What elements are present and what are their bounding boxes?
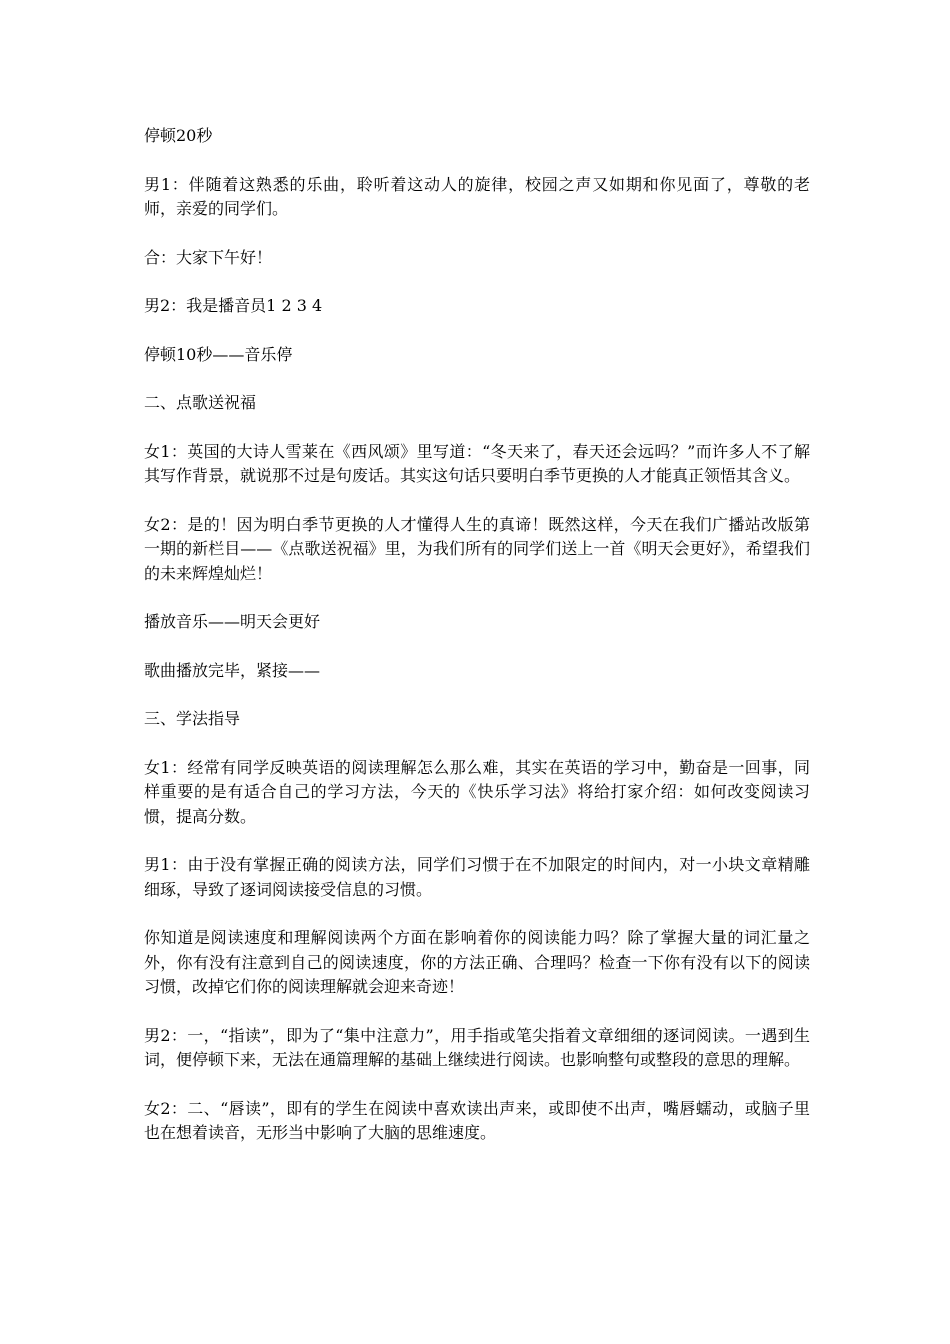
paragraph-female2-song: 女2：是的！因为明白季节更换的人才懂得人生的真谛！既然这样，今天在我们广播站改版第一期的新栏目——《点歌送祝福》里，为我们所有的同学们送上一首《明天会更好》，希望我们的未来辉煌灿烂！ xyxy=(144,514,810,583)
section-heading-song-request: 二、点歌送祝福 xyxy=(144,393,257,412)
paragraph-female1-reading: 女1：经常有同学反映英语的阅读理解怎么那么难，其实在英语的学习中，勤奋是一回事，同样重要的是有适合自己的学习方法，今天的《快乐学习法》将给打家介绍：如何改变阅读习惯，提高分数。 xyxy=(144,757,810,826)
document-body xyxy=(144,124,810,1170)
paragraph-male1-reading-habit: 男1：由于没有掌握正确的阅读方法，同学们习惯于在不加限定的时间内，对一小块文章精雕细琢，导致了逐词阅读接受信息的习惯。 xyxy=(144,855,810,899)
paragraph-pause-20s: 停顿20秒 xyxy=(144,126,213,145)
paragraph-male2-announcer: 男2：我是播音员1 2 3 4 xyxy=(144,296,323,315)
paragraph-male1-greeting: 男1：伴随着这熟悉的乐曲，聆听着这动人的旋律，校园之声又如期和你见面了，尊敬的老师，亲爱的同学们。 xyxy=(144,174,810,218)
paragraph-female2-lip-reading: 女2：二、“唇读”，即有的学生在阅读中喜欢读出声来，或即使不出声，嘴唇蠕动，或脑子里也在想着读音，无形当中影响了大脑的思维速度。 xyxy=(144,1098,810,1142)
paragraph-female1-shelley: 女1：英国的大诗人雪莱在《西风颂》里写道：“冬天来了，春天还会远吗？”而许多人不了解其写作背景，就说那不过是句废话。其实这句话只要明白季节更换的人才能真正领悟其含义。 xyxy=(144,441,810,485)
paragraph-play-music: 播放音乐——明天会更好 xyxy=(144,612,321,631)
paragraph-song-finished: 歌曲播放完毕，紧接—— xyxy=(144,660,321,680)
paragraph-male2-finger-reading: 男2：一，“指读”，即为了“集中注意力”，用手指或笔尖指着文章细细的逐词阅读。一遇到生词，便停顿下来，无法在通篇理解的基础上继续进行阅读。也影响整句或整段的意思的理解。 xyxy=(144,1025,810,1069)
paragraph-all-greeting: 合：大家下午好！ xyxy=(144,247,273,267)
paragraph-reading-speed: 你知道是阅读速度和理解阅读两个方面在影响着你的阅读能力吗？除了掌握大量的词汇量之外，你有没有注意到自己的阅读速度，你的方法正确、合理吗？检查一下你有没有以下的阅读习惯，改掉它们你的阅读理解就会迎来奇迹！ xyxy=(144,928,810,996)
section-heading-study-method: 三、学法指导 xyxy=(144,709,241,728)
paragraph-pause-10s: 停顿10秒——音乐停 xyxy=(144,344,293,364)
